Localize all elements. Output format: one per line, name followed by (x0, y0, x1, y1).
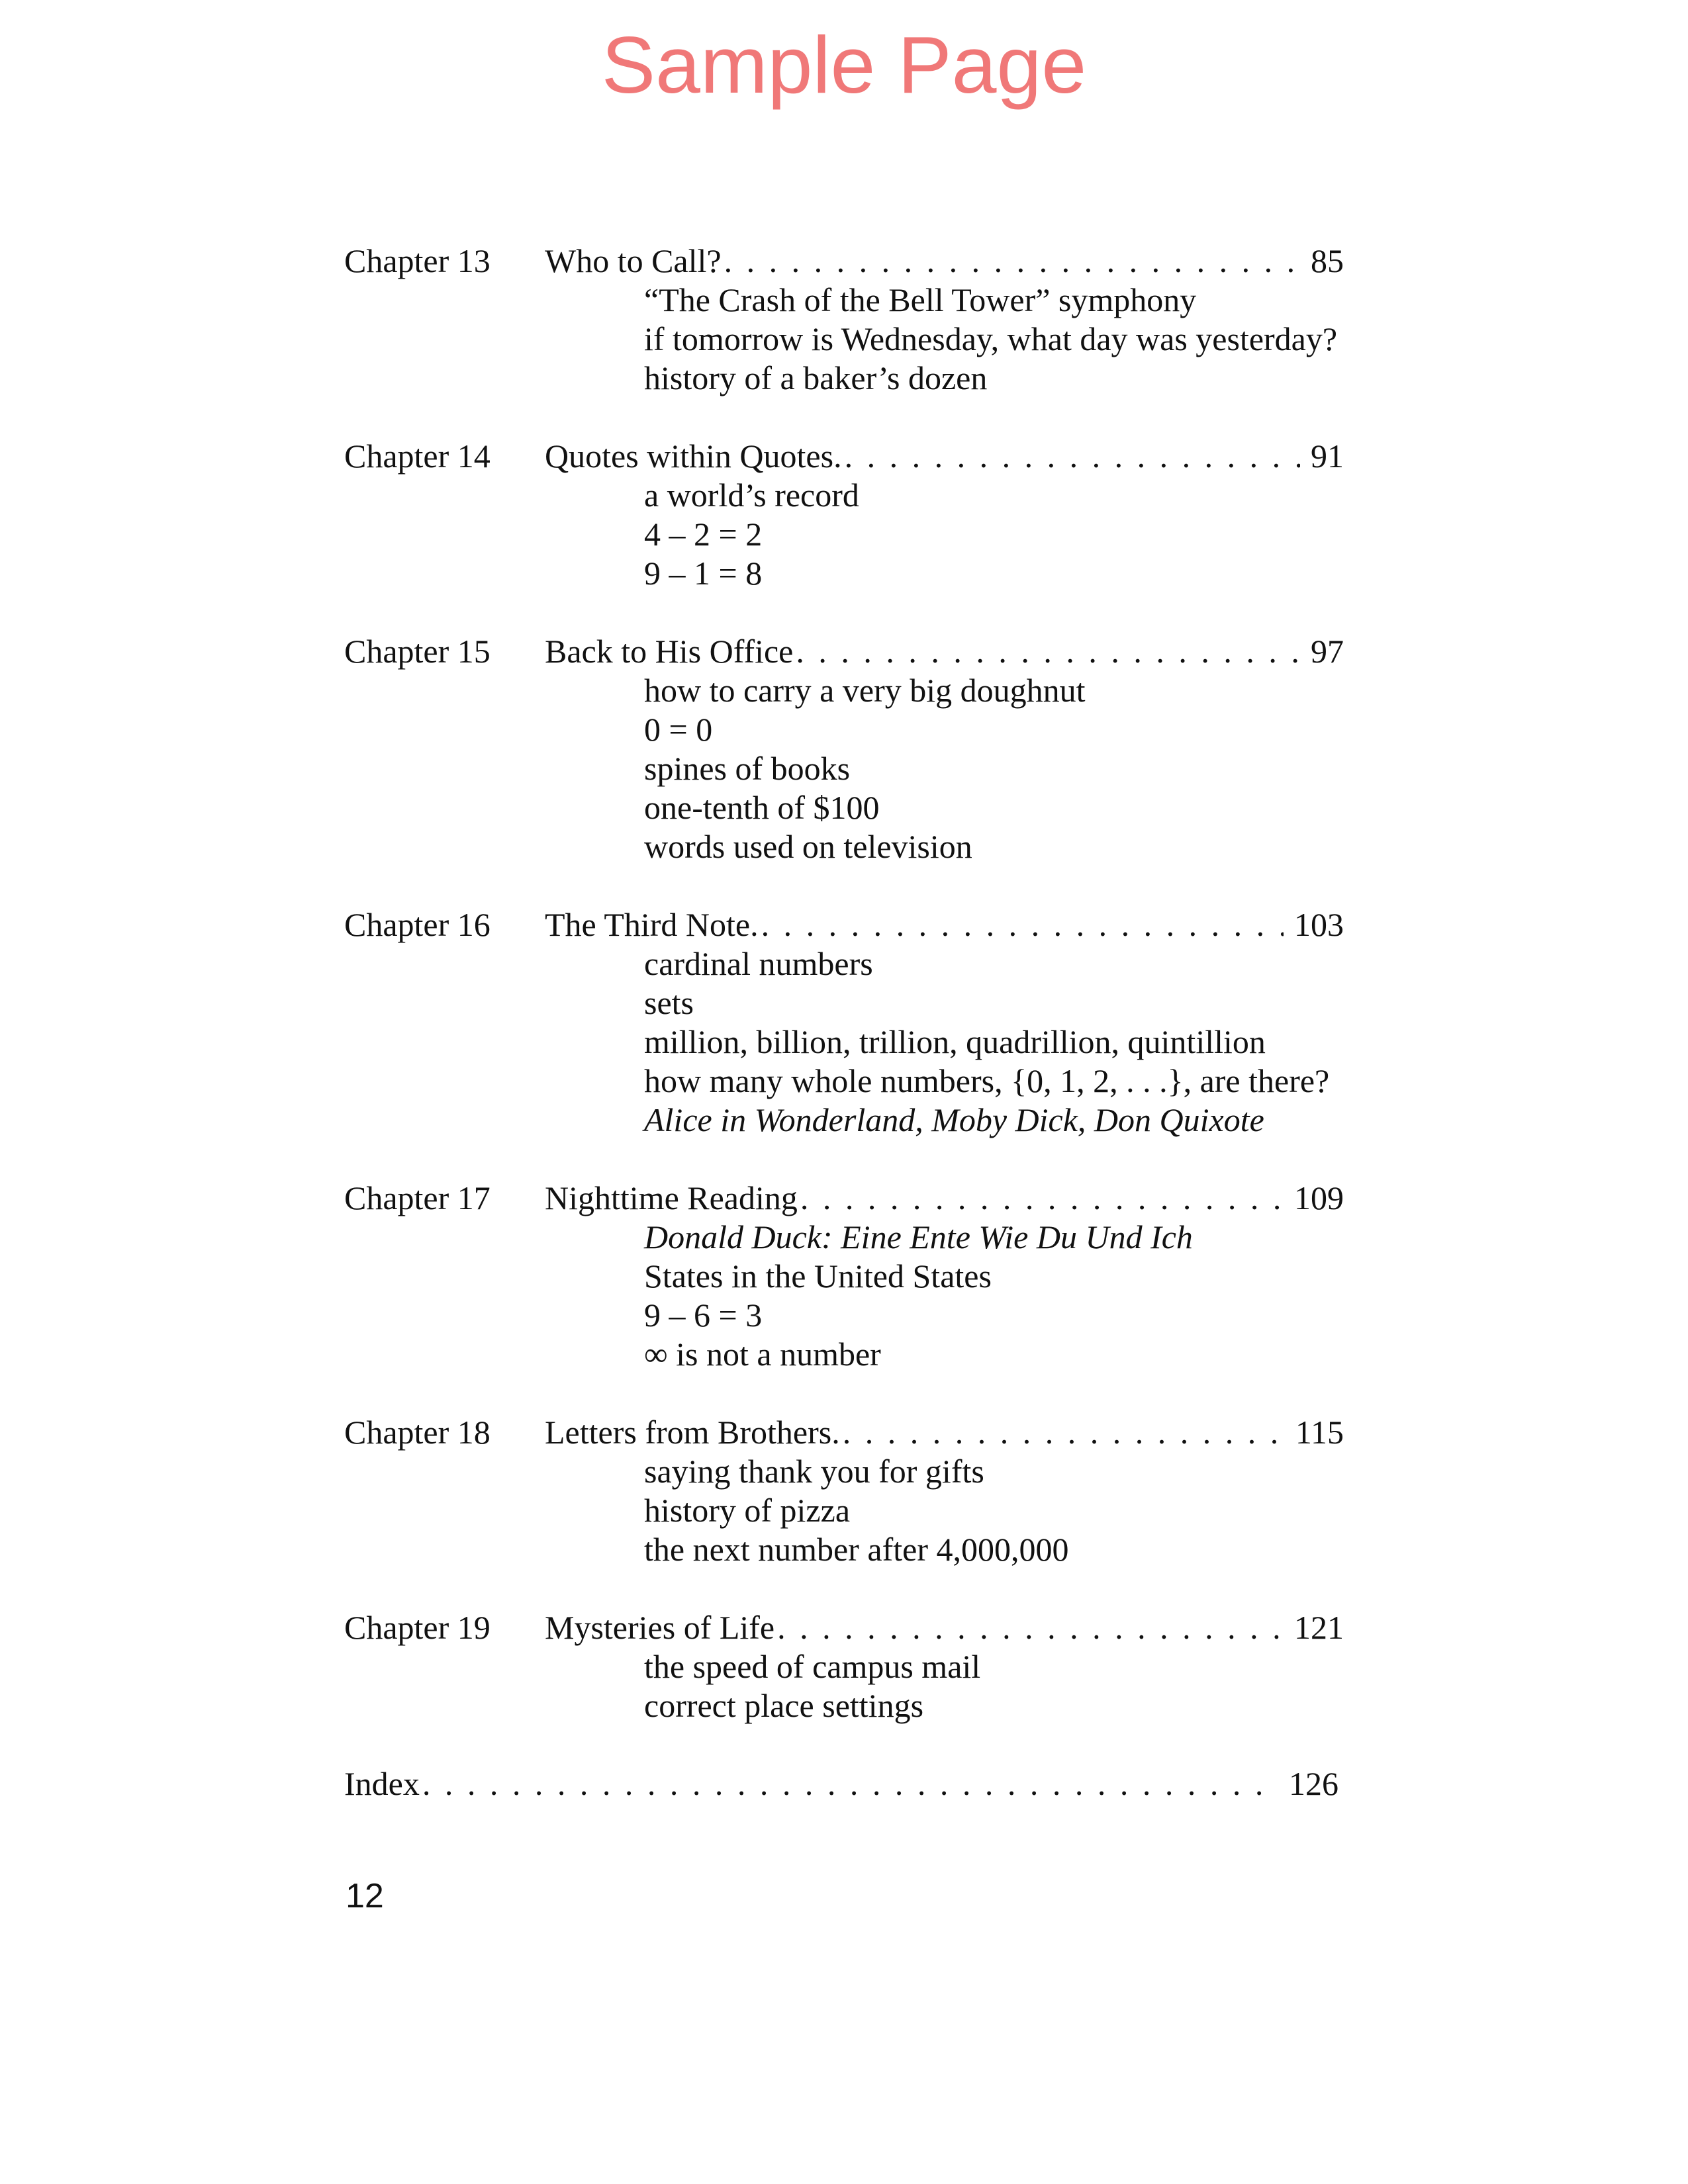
toc-chapter-heading[interactable] (344, 905, 1344, 944)
chapter-topic: Donald Duck: Eine Ente Wie Du Und Ich (644, 1218, 1193, 1255)
chapter-label: Chapter 15 (344, 633, 491, 670)
chapter-title: Mysteries of Life (545, 1609, 775, 1646)
chapter-topic: saying thank you for gifts (644, 1453, 984, 1490)
dot-leader (759, 905, 1284, 944)
chapter-page-number: 85 (1311, 242, 1344, 279)
toc-topic-row (344, 554, 1344, 593)
chapter-title-leader (545, 242, 1344, 281)
chapter-topic: how to carry a very big doughnut (644, 672, 1086, 709)
toc-topic-row (344, 1530, 1344, 1569)
chapter-topic: 9 – 6 = 3 (644, 1297, 763, 1334)
toc-index-entry[interactable] (344, 1764, 1344, 1803)
chapter-title-leader (545, 632, 1344, 671)
toc-topic-row (344, 515, 1344, 554)
toc-topic-row (344, 1218, 1344, 1257)
toc-topic-row (344, 1686, 1344, 1725)
chapter-label: Chapter 17 (344, 1179, 491, 1216)
toc-topic-row (344, 749, 1344, 788)
toc-chapter (344, 1608, 1344, 1725)
toc-topic-row (344, 671, 1344, 710)
toc-topic-row (344, 944, 1344, 983)
chapter-label: Chapter 19 (344, 1609, 491, 1646)
toc-topic-row (344, 827, 1344, 866)
chapter-topic: a world’s record (644, 477, 859, 514)
index-page-number: 126 (1289, 1765, 1338, 1802)
toc-chapter (344, 242, 1344, 398)
chapter-topic: correct place settings (644, 1687, 924, 1724)
page-number: 12 (346, 1877, 384, 1915)
dot-leader (420, 1764, 1278, 1803)
toc-topic-row (344, 788, 1344, 827)
chapter-topic: the speed of campus mail (644, 1648, 981, 1685)
index-label: Index (344, 1765, 420, 1802)
toc-chapter (344, 905, 1344, 1140)
toc-topic-row (344, 1452, 1344, 1491)
chapter-page-number: 109 (1294, 1179, 1344, 1216)
chapter-topic: spines of books (644, 750, 851, 787)
chapter-label: Chapter 13 (344, 242, 491, 279)
toc-topic-row (344, 359, 1344, 398)
toc-chapter (344, 1179, 1344, 1374)
chapter-page-number: 97 (1311, 633, 1344, 670)
chapter-topic: sets (644, 984, 694, 1021)
dot-leader (793, 632, 1300, 671)
dot-leader (842, 437, 1300, 476)
toc-chapter-heading[interactable] (344, 1179, 1344, 1218)
toc-topic-row (344, 1491, 1344, 1530)
table-of-contents (344, 242, 1344, 1803)
chapter-page-number: 121 (1294, 1609, 1344, 1646)
toc-topic-row (344, 1023, 1344, 1062)
toc-topic-row (344, 1062, 1344, 1101)
toc-topic-row (344, 1335, 1344, 1374)
toc-topic-row (344, 320, 1344, 359)
dot-leader (774, 1608, 1284, 1647)
chapter-label: Chapter 14 (344, 437, 491, 475)
chapter-title: Who to Call? (545, 242, 722, 279)
chapter-topic: ∞ is not a number (644, 1336, 881, 1373)
toc-chapter-heading[interactable] (344, 1413, 1344, 1452)
toc-topic-row (344, 983, 1344, 1023)
chapter-topic: words used on television (644, 828, 972, 865)
chapter-topic: million, billion, trillion, quadrillion, quintillion (644, 1023, 1266, 1060)
toc-topic-row (344, 476, 1344, 515)
chapter-title-leader (545, 905, 1344, 944)
chapter-topic: cardinal numbers (644, 945, 873, 982)
chapter-topic: history of a baker’s dozen (644, 359, 988, 396)
chapter-topic: if tomorrow is Wednesday, what day was yesterday? (644, 320, 1338, 357)
chapter-topic: 4 – 2 = 2 (644, 516, 763, 553)
chapter-topic: how many whole numbers, {0, 1, 2, . . .}, are there? (644, 1062, 1330, 1099)
toc-topic-row (344, 1101, 1344, 1140)
toc-chapter (344, 437, 1344, 593)
chapter-title-leader (545, 1413, 1344, 1452)
chapter-page-number: 91 (1311, 437, 1344, 475)
chapter-topic: one-tenth of $100 (644, 789, 880, 826)
chapter-topic: 9 – 1 = 8 (644, 555, 763, 592)
sample-page-watermark: Sample Page (601, 20, 1087, 110)
chapter-label: Chapter 18 (344, 1414, 491, 1451)
chapter-topic: Alice in Wonderland, Moby Dick, Don Quixote (644, 1101, 1264, 1138)
chapter-label: Chapter 16 (344, 906, 491, 943)
toc-topic-row (344, 710, 1344, 749)
chapter-page-number: 115 (1295, 1414, 1344, 1451)
chapter-title: Back to His Office (545, 633, 794, 670)
chapter-title-leader (545, 1179, 1344, 1218)
toc-topic-row (344, 1257, 1344, 1296)
chapter-topic: 0 = 0 (644, 711, 713, 748)
chapter-title-leader (545, 1608, 1344, 1647)
dot-leader (840, 1413, 1285, 1452)
chapter-title: Nighttime Reading (545, 1179, 798, 1216)
toc-chapter (344, 632, 1344, 866)
index-leader (344, 1764, 1338, 1803)
chapter-topic: States in the United States (644, 1257, 992, 1295)
chapter-topic: the next number after 4,000,000 (644, 1531, 1069, 1568)
toc-chapter-heading[interactable] (344, 632, 1344, 671)
dot-leader (722, 242, 1300, 281)
chapter-title: The Third Note. (545, 906, 759, 943)
chapter-title: Quotes within Quotes. (545, 437, 842, 475)
chapter-topic: “The Crash of the Bell Tower” symphony (644, 281, 1197, 318)
toc-topic-row (344, 1296, 1344, 1335)
toc-chapter (344, 1413, 1344, 1569)
toc-chapter-heading[interactable] (344, 1608, 1344, 1647)
dot-leader (798, 1179, 1284, 1218)
toc-topic-row (344, 281, 1344, 320)
chapter-title: Letters from Brothers. (545, 1414, 840, 1451)
chapter-topic: history of pizza (644, 1492, 851, 1529)
toc-topic-row (344, 1647, 1344, 1686)
toc-chapter-heading[interactable] (344, 242, 1344, 281)
chapter-page-number: 103 (1294, 906, 1344, 943)
chapter-title-leader (545, 437, 1344, 476)
toc-chapter-heading[interactable] (344, 437, 1344, 476)
